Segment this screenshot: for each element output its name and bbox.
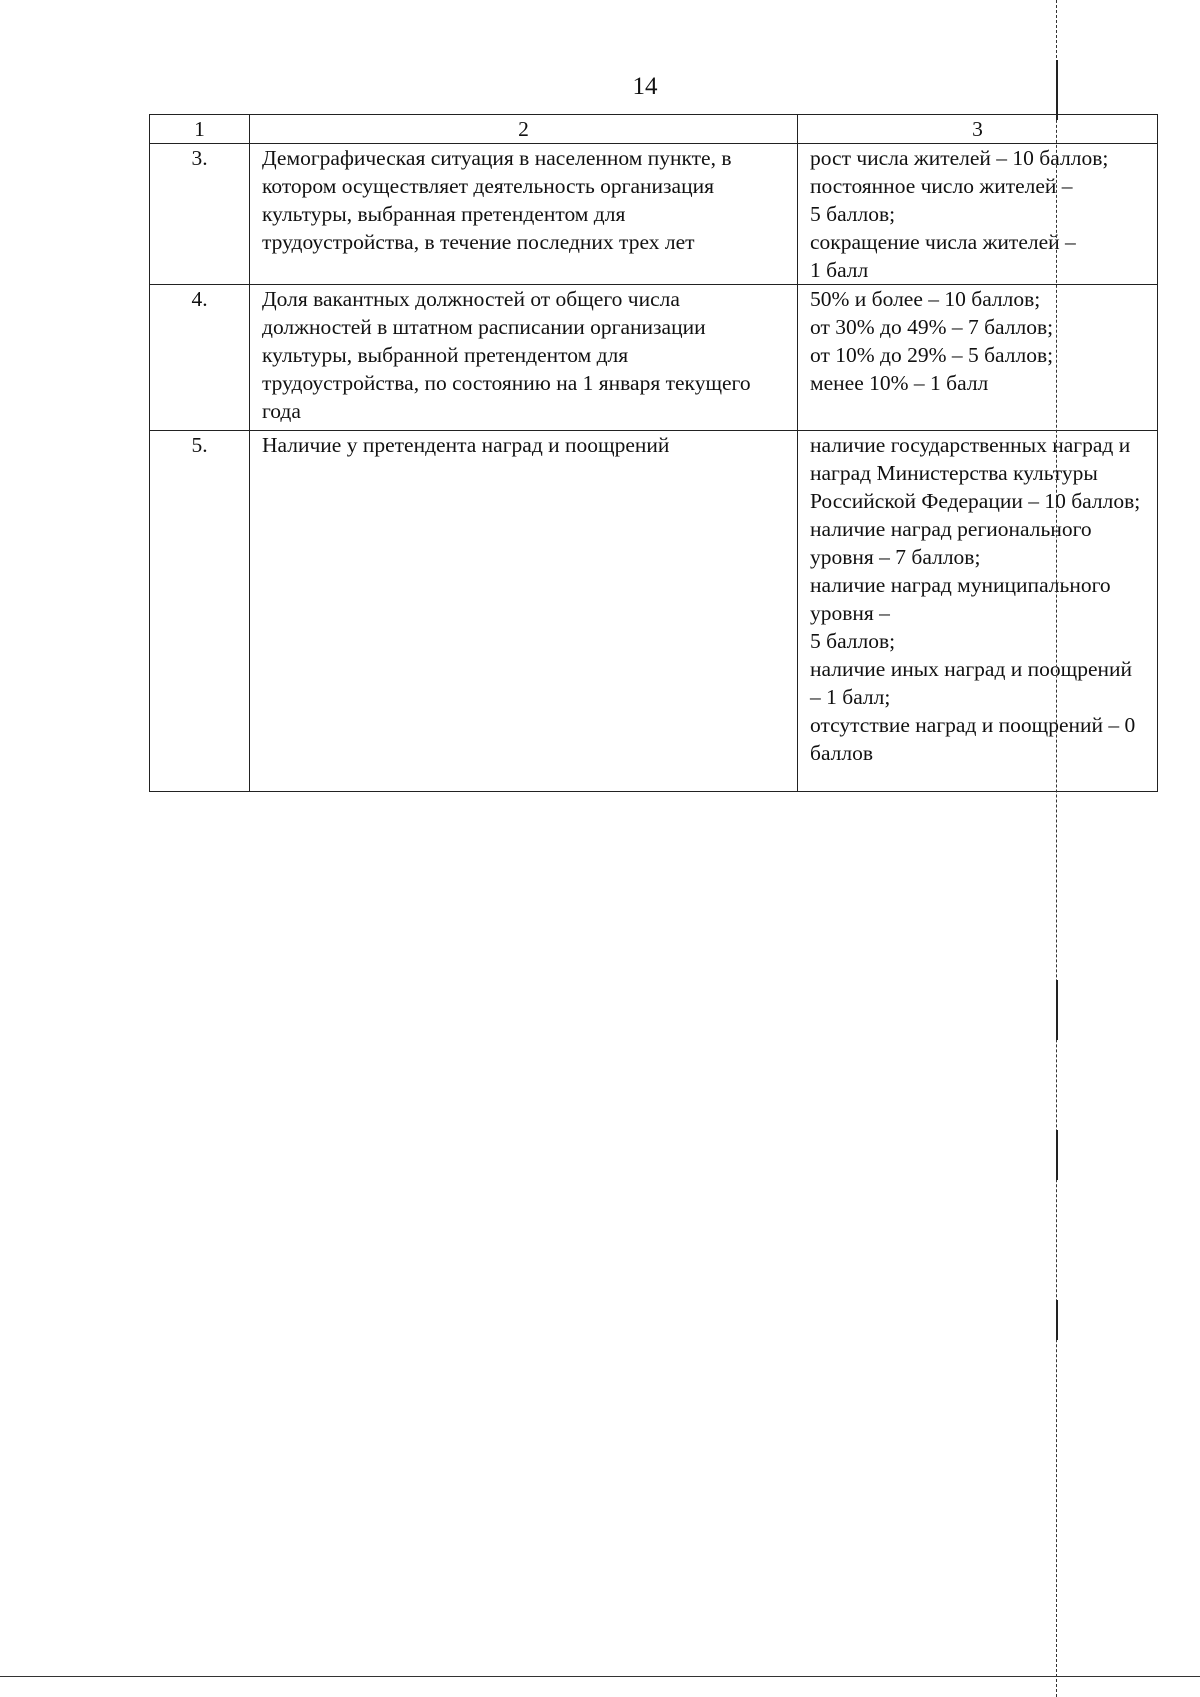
- header-cell-3: 3: [798, 115, 1158, 144]
- scan-artifact-line: [1056, 0, 1057, 1697]
- row-number: 5.: [150, 431, 250, 792]
- score-cell: наличие государственных наград и наград Министерства культуры Российской Федерации – 10 баллов; наличие наград регионального уровня – 7 баллов; наличие наград муниципального уровня – 5 баллов; наличие иных наград и поощрений – 1 балл; отсутствие наград и поощрений – 0 баллов: [798, 431, 1158, 792]
- table-header-row: [150, 115, 1158, 144]
- header-cell-2: 2: [250, 115, 798, 144]
- criterion-cell: Доля вакантных должностей от общего числа должностей в штатном расписании организации культуры, выбранной претендентом для трудоустройства, по состоянию на 1 января текущего года: [250, 285, 798, 431]
- score-cell: 50% и более – 10 баллов; от 30% до 49% – 7 баллов; от 10% до 29% – 5 баллов; менее 10% – 1 балл: [798, 285, 1158, 431]
- scan-artifact-segment: [1056, 1130, 1058, 1180]
- score-cell: рост числа жителей – 10 баллов; постоянное число жителей – 5 баллов; сокращение числа жителей – 1 балл: [798, 144, 1158, 285]
- row-number: 3.: [150, 144, 250, 285]
- criteria-table: [149, 114, 1158, 792]
- row-number: 4.: [150, 285, 250, 431]
- scan-artifact-segment: [1056, 1300, 1058, 1340]
- scan-artifact-segment: [1056, 980, 1058, 1040]
- table-row: [150, 431, 1158, 792]
- page-number: 14: [632, 73, 658, 100]
- bottom-scan-edge: [0, 1676, 1200, 1677]
- scan-artifact-segment: [1056, 60, 1058, 120]
- header-cell-1: 1: [150, 115, 250, 144]
- table-row: [150, 285, 1158, 431]
- criterion-cell: Наличие у претендента наград и поощрений: [250, 431, 798, 792]
- criterion-cell: Демографическая ситуация в населенном пункте, в котором осуществляет деятельность организация культуры, выбранная претендентом для трудоустройства, в течение последних трех лет: [250, 144, 798, 285]
- table-row: [150, 144, 1158, 285]
